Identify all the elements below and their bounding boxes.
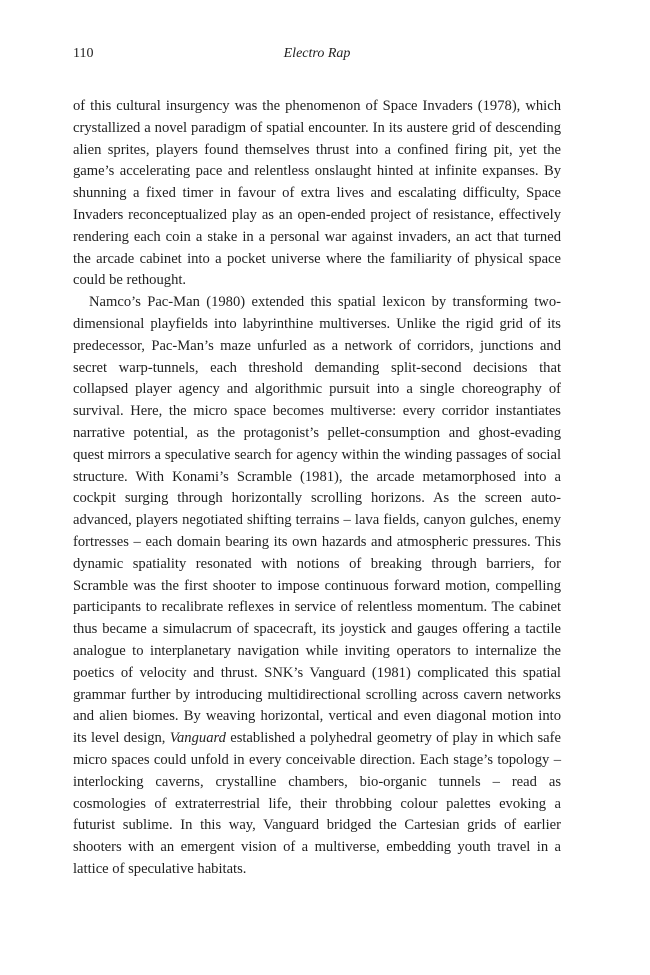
paragraph-2-text-part1: Namco’s Pac-Man (1980) extended this spatial lexicon by transforming two-dimensional playfields into labyrinthine multiverses. Unlike the rigid grid of its predecessor, Pac-Man’s maze unfurled as a network of corridors, junctions and secret warp-tunnels, each threshold demanding split-second decisions that collapsed player agency and algorithmic pursuit into a single choreography of survival. Here, the micro space becomes multiverse: every corridor instantiates narrative potential, as the protagonist’s pellet-consumption and ghost-evading quest mirrors a speculative search for agency within the winding passages of social structure. With Konami’s Scramble (1981), the arcade metamorphosed into a cockpit surging through horizontally scrolling horizons. As the screen auto-advanced, players negotiated shifting terrains – lava fields, canyon gulches, enemy fortresses – each domain bearing its own hazards and atmospheric pressures. This dynamic spatiality resonated with notions of breaking through barriers, for Scramble was the first shooter to impose continuous forward motion, compelling participants to recalibrate reflexes in service of relentless momentum. The cabinet thus became a simulacrum of spacecraft, its joystick and gauges offering a tactile analogue to interplanetary navigation while inviting operators to internalize the poetics of velocity and thrust. SNK’s Vanguard (1981) complicated this spatial grammar further by introducing multidirectional scrolling across cavern networks and alien biomes. By weaving horizontal, vertical and even diagonal motion into its level design,: [73, 294, 561, 747]
vanguard-italic-title: Vanguard: [169, 730, 226, 747]
body-text: [73, 96, 561, 881]
running-head: [73, 46, 561, 66]
paragraph-2: [73, 292, 561, 881]
paragraph-1: of this cultural insurgency was the phenomenon of Space Invaders (1978), which crystallized a novel paradigm of spatial encounter. In its austere grid of descending alien sprites, players found themselves thrust into a confined firing pit, yet the game’s accelerating pace and relentless onslaught hinted at infinite expanses. By shunning a fixed timer in favour of extra lives and escalating difficulty, Space Invaders reconceptualized play as an open-ended project of resistance, effectively rendering each coin a stake in a personal war against invaders, an act that turned the arcade cabinet into a pocket universe where the familiarity of physical space could be rethought.: [73, 98, 561, 289]
page-number: 110: [73, 46, 94, 61]
running-title: Electro Rap: [283, 46, 351, 61]
paragraph-2-text-part2: established a polyhedral geometry of play in which safe micro spaces could unfold in every conceivable direction. Each stage’s topology – interlocking caverns, crystalline chambers, bio-organic tunnels – read as cosmologies of extraterrestrial life, their throbbing colour palettes evoking a futurist sublime. In this way, Vanguard bridged the Cartesian grids of earlier shooters with an emergent vision of a multiverse, embedding youth travel in a lattice of speculative habitats.: [73, 730, 561, 877]
